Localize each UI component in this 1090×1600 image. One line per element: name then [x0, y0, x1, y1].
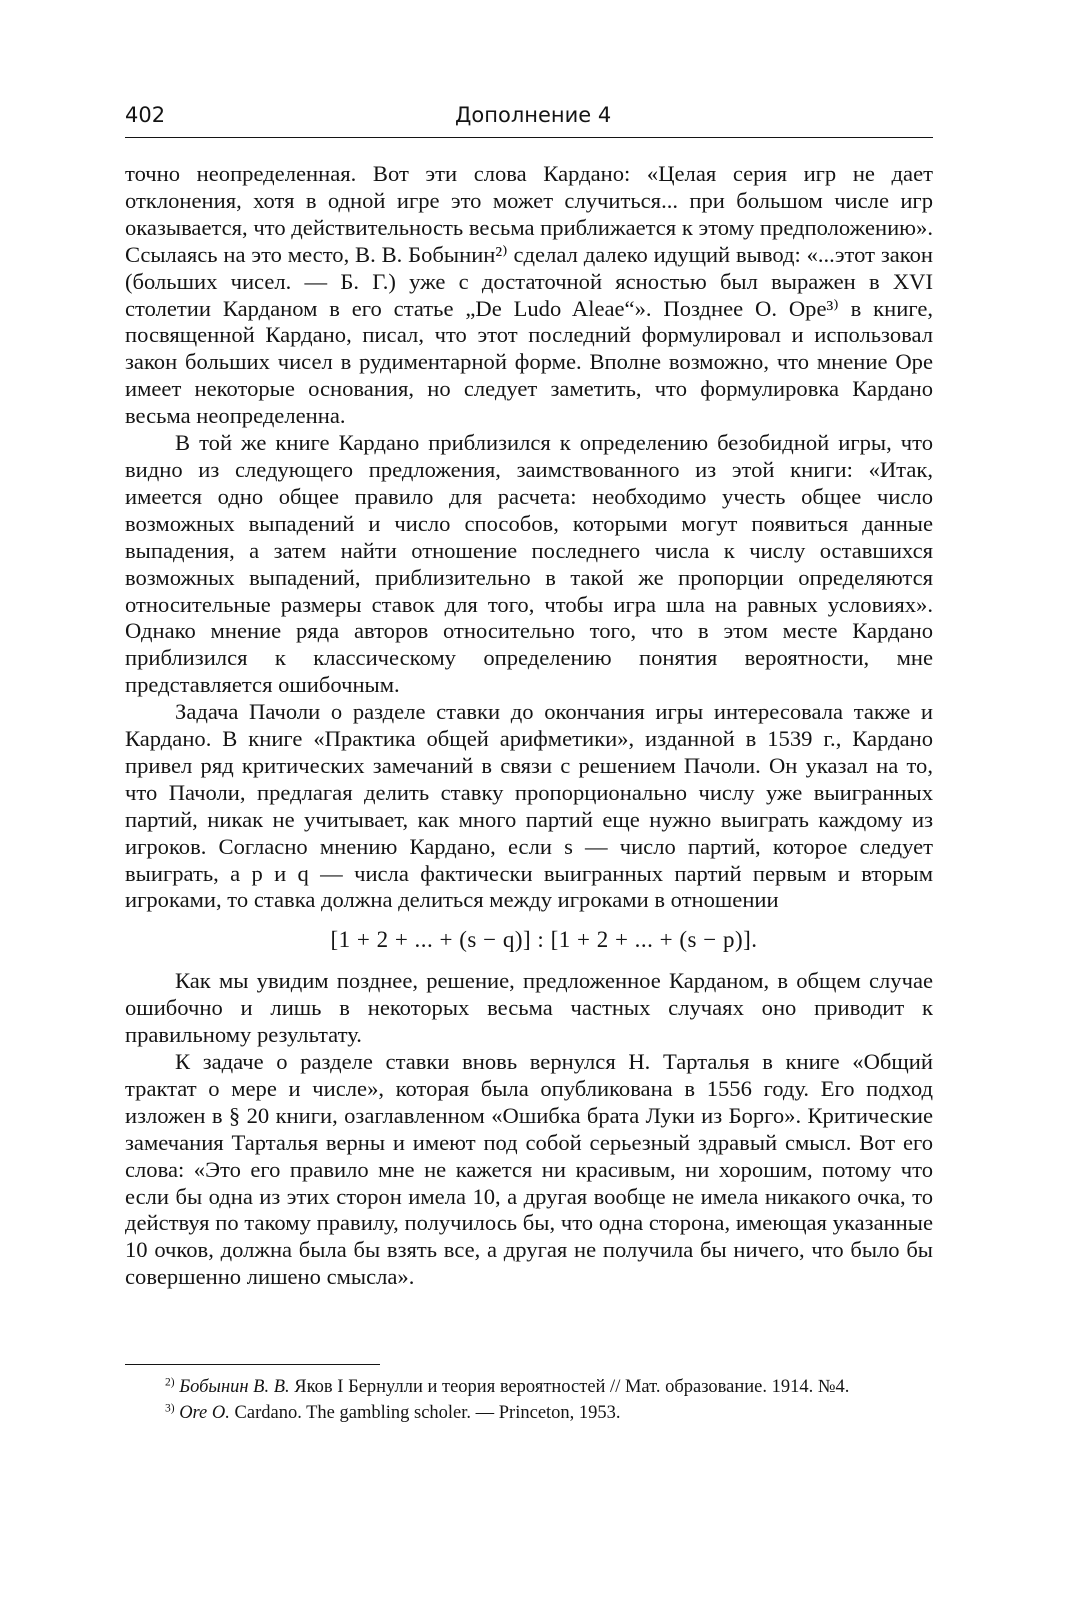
paragraph: Задача Пачоли о разделе ставки до окончания игры интересовала также и Кардано. В книге «Практика общей арифметики», изданной в 1539 г., Кардано привел ряд критических замечаний в связи с решением Пачоли. Он указал на то, что Пачоли, предлагая делить ставку пропорционально числу уже выигранных партий, никак не учитывает, как много партий еще нужно выиграть каждому из игроков. Согласно мнению Кардано, если s — число партий, которое следует выиграть, а p и q — числа фактически выигранных партий первым и вторым игроками, то ставка должна делиться между игроками в отношении: [125, 699, 933, 913]
footnote-text: Яков I Бернулли и теория вероятностей // Мат. образование. 1914. №4.: [294, 1377, 850, 1397]
page-header: [125, 103, 933, 133]
footnote-text: Cardano. The gambling scholer. — Princeton, 1953.: [234, 1403, 621, 1423]
running-title: Дополнение 4: [455, 103, 612, 127]
footnotes: [165, 1374, 945, 1426]
paragraph: Как мы увидим позднее, решение, предложенное Карданом, в общем случае ошибочно и лишь в некоторых весьма частных случаях оно приводит к правильному результату.: [125, 968, 933, 1048]
paragraph: точно неопределенная. Вот эти слова Кардано: «Целая серия игр не дает отклонения, хотя в одной игре это может случиться... при большом числе игр оказывается, что действительность весьма приближается к этому предположению». Ссылаясь на это место, В. В. Бобынин²⁾ сделал далеко идущий вывод: «...этот закон (больших чисел. — Б. Г.) уже с достаточной ясностью был выражен в XVI столетии Карданом в его статье „De Ludo Aleae“». Позднее О. Оре³⁾ в книге, посвященной Кардано, писал, что этот последний формулировал и использовал закон больших чисел в рудиментарной форме. Вполне возможно, что мнение Оре имеет некоторые основания, но следует заметить, что формулировка Кардано весьма неопределенна.: [125, 161, 933, 429]
footnote-mark: 2): [165, 1376, 175, 1389]
footnote-rule: [125, 1364, 380, 1365]
footnote-author: Ore O.: [179, 1403, 230, 1423]
formula: [1 + 2 + ... + (s − q)] : [1 + 2 + ... + (s − p)].: [330, 927, 758, 953]
footnote: [165, 1400, 945, 1426]
paragraph: В той же книге Кардано приблизился к определению безобидной игры, что видно из следующего предложения, заимствованного из этой книги: «Итак, имеется одно общее правило для расчета: необходимо учесть общее число возможных выпадений и число способов, которыми могут появиться данные выпадения, а затем найти отношение последнего числа к числу оставшихся возможных выпадений, приблизительно в такой же пропорции определяются относительные размеры ставок для того, чтобы игра шла на равных условиях». Однако мнение ряда авторов относительно того, что в этом месте Кардано приблизился к классическому определению понятия вероятности, мне представляется ошибочным.: [125, 430, 933, 698]
footnote-author: Бобынин В. В.: [179, 1377, 290, 1397]
header-rule: [125, 137, 933, 138]
page-number: 402: [125, 103, 166, 127]
footnote: [165, 1374, 945, 1400]
paragraph: К задаче о разделе ставки вновь вернулся Н. Тарталья в книге «Общий трактат о мере и числе», которая была опубликована в 1556 году. Его подход изложен в § 20 книги, озаглавленном «Ошибка брата Луки из Борго». Критические замечания Тарталья верны и имеют под собой серьезный здравый смысл. Вот его слова: «Это его правило мне не кажется ни красивым, ни хорошим, потому что если бы одна из этих сторон имела 10, а другая вообще не имела никакого очка, то действуя по такому правилу, получилось бы, что одна сторона, имеющая указанные 10 очков, должна была бы взять все, а другая не получила бы ничего, что было бы совершенно лишено смысла».: [125, 1049, 933, 1290]
footnote-mark: 3): [165, 1402, 175, 1415]
body-text: [125, 161, 933, 1291]
